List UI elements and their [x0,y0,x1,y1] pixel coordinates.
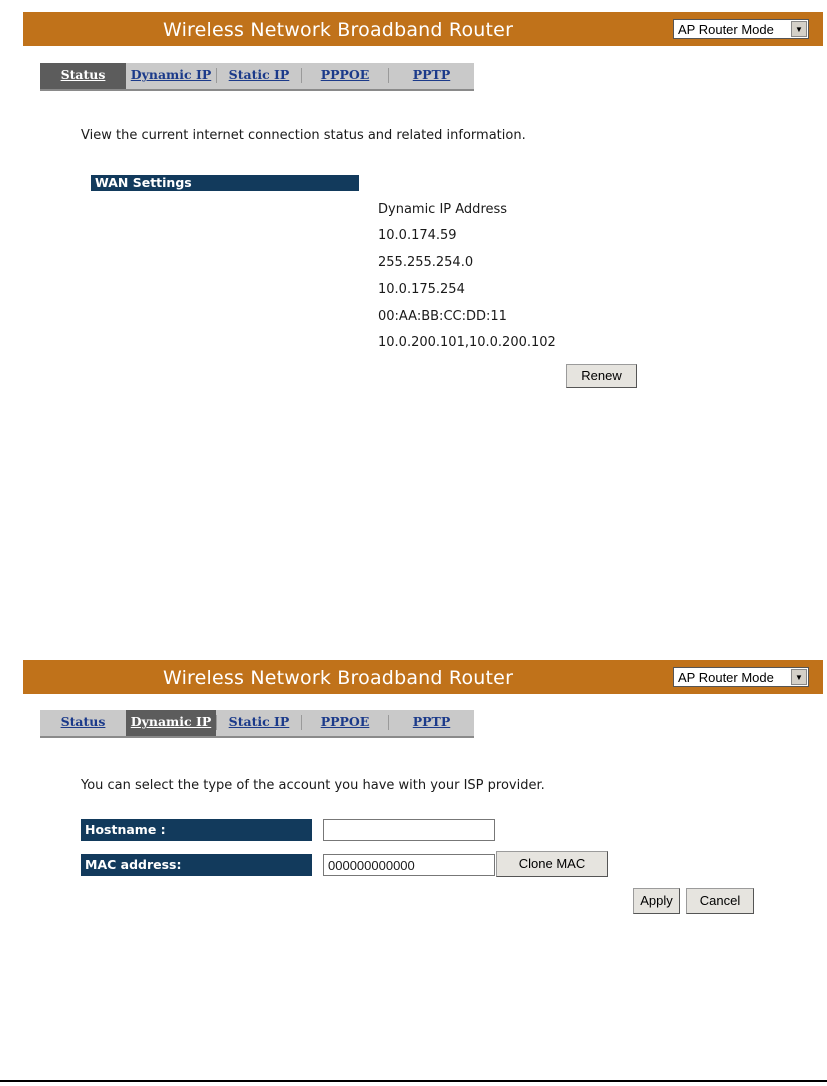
mode-select[interactable] [673,667,809,687]
mode-select[interactable] [673,19,809,39]
tab-status[interactable]: Status [40,63,126,89]
info-value: 10.0.200.101,10.0.200.102 [378,335,556,350]
tab-bar [40,710,474,738]
intro-text: You can select the type of the account you have with your ISP provider. [81,778,545,793]
tab-static-ip[interactable]: Static IP [228,67,290,82]
wan-settings-header: WAN Settings [91,175,359,191]
renew-button[interactable]: Renew [566,364,637,388]
tab-dynamic-ip[interactable]: Dynamic IP [126,710,216,736]
intro-text: View the current internet connection status and related information. [81,128,526,143]
info-value: 00:AA:BB:CC:DD:11 [378,309,507,324]
info-value: 10.0.174.59 [378,228,457,243]
page-title: Wireless Network Broadband Router [163,19,514,41]
mode-select-value: AP Router Mode [678,670,774,685]
header-bar [23,12,823,46]
tab-bar [40,63,474,91]
hostname-input[interactable] [323,819,495,841]
info-value: Dynamic IP Address [378,202,508,217]
info-value: 10.0.175.254 [378,282,465,297]
mac-address-label: MAC address: [81,854,312,876]
status-panel [23,12,823,383]
header-bar [23,660,823,694]
tab-status[interactable]: Status [60,714,106,729]
mode-select-value: AP Router Mode [678,22,774,37]
hostname-label: Hostname : [81,819,312,841]
apply-button[interactable]: Apply [633,888,680,914]
tab-pppoe[interactable]: PPPOE [320,67,370,82]
page-divider [0,1080,827,1082]
tab-pptp[interactable]: PPTP [412,714,451,729]
page-title: Wireless Network Broadband Router [163,667,514,689]
tab-dynamic-ip[interactable]: Dynamic IP [130,67,212,82]
clone-mac-button[interactable]: Clone MAC [496,851,608,877]
dynamic-ip-panel [23,660,823,908]
tab-pptp[interactable]: PPTP [412,67,451,82]
chevron-down-icon[interactable]: ▼ [791,669,807,685]
chevron-down-icon[interactable]: ▼ [791,21,807,37]
tab-pppoe[interactable]: PPPOE [320,714,370,729]
tab-static-ip[interactable]: Static IP [228,714,290,729]
info-value: 255.255.254.0 [378,255,474,270]
mac-address-input[interactable]: 000000000000 [323,854,495,876]
cancel-button[interactable]: Cancel [686,888,754,914]
